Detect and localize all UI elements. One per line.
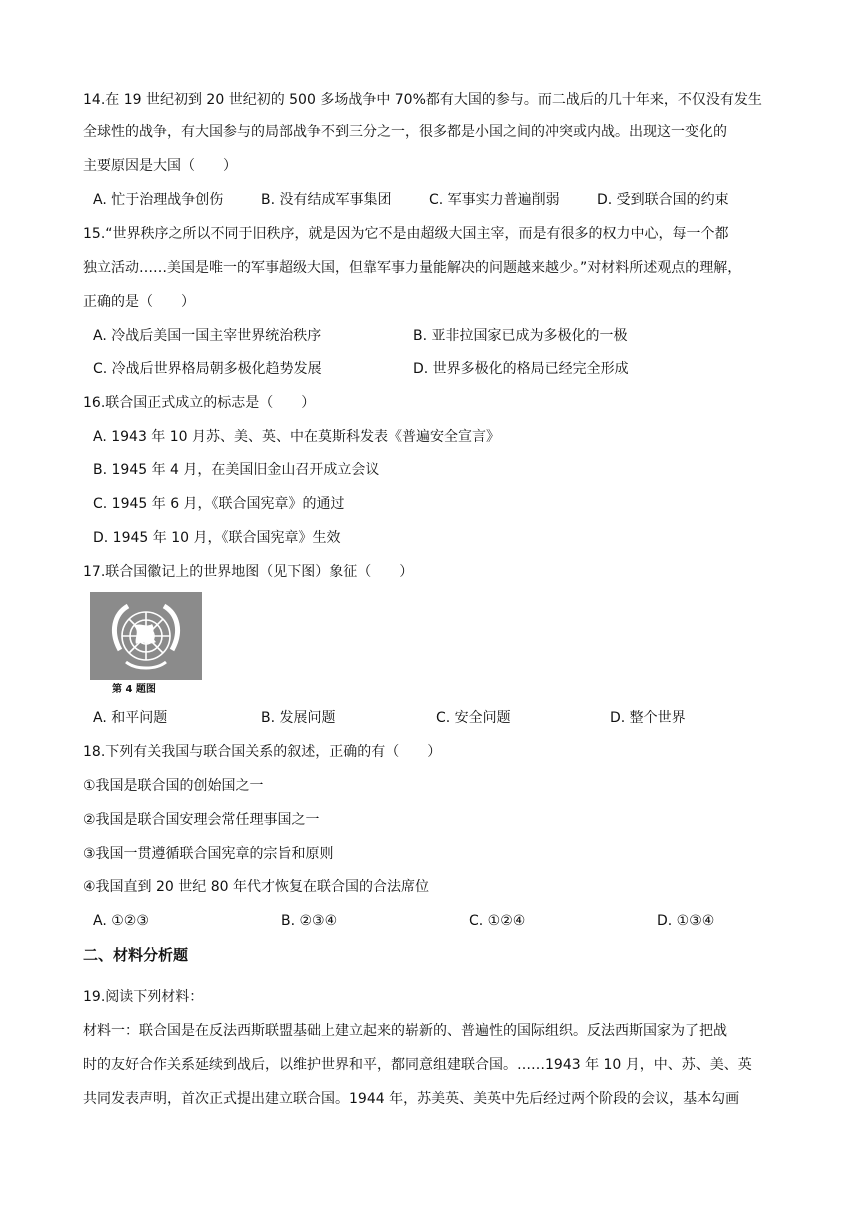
q17-option-d: D. 整个世界 <box>610 710 686 726</box>
q18-option-c: C. ①②④ <box>469 913 526 929</box>
q16-option-a: A. 1943 年 10 月苏、美、英、中在莫斯科发表《普遍安全宣言》 <box>93 429 501 445</box>
q14-option-a: A. 忙于治理战争创伤 <box>93 192 224 208</box>
q15-options-row2 <box>93 359 773 379</box>
q18-statement-1: ①我国是联合国的创始国之一 <box>83 778 264 794</box>
q16-option-b: B. 1945 年 4 月，在美国旧金山召开成立会议 <box>93 462 380 478</box>
q14-option-b: B. 没有结成军事集团 <box>261 192 392 208</box>
q19-material-line1: 材料一：联合国是在反法西斯联盟基础上建立起来的崭新的、普遍性的国际组织。反法西斯国家为了把战 <box>83 1023 727 1039</box>
q15-stem-line2: 独立活动……美国是唯一的军事超级大国，但靠军事力量能解决的问题越来越少。”对材料所述观点的理解， <box>83 260 742 276</box>
q18-option-a: A. ①②③ <box>93 913 149 929</box>
q15-stem-line1: 15.“世界秩序之所以不同于旧秩序，就是因为它不是由超级大国主宰，而是有很多的权力中心，每一个都 <box>83 226 729 242</box>
q18-statement-4: ④我国直到 20 世纪 80 年代才恢复在联合国的合法席位 <box>83 879 429 895</box>
q16-option-c: C. 1945 年 6 月，《联合国宪章》的通过 <box>93 496 345 512</box>
section-heading: 二、材料分析题 <box>83 946 189 964</box>
q14-options <box>93 190 773 210</box>
un-emblem-figure <box>90 592 202 704</box>
q15-option-a: A. 冷战后美国一国主宰世界统治秩序 <box>93 328 322 344</box>
q15-option-b: B. 亚非拉国家已成为多极化的一极 <box>413 328 628 344</box>
q18-statement-2: ②我国是联合国安理会常任理事国之一 <box>83 812 320 828</box>
q14-stem-line2: 全球性的战争，有大国参与的局部战争不到三分之一，很多都是小国之间的冲突或内战。出现这一变化的 <box>83 124 727 140</box>
q14-option-d: D. 受到联合国的约束 <box>597 192 729 208</box>
un-emblem-icon <box>90 592 202 680</box>
q17-options <box>93 708 773 728</box>
q17-option-c: C. 安全问题 <box>436 710 511 726</box>
q18-stem: 18.下列有关我国与联合国关系的叙述，正确的有（ ） <box>83 744 442 760</box>
q16-stem: 16.联合国正式成立的标志是（ ） <box>83 395 316 411</box>
figure-caption: 第 4 题图 <box>112 684 156 695</box>
q19-material-line3: 共同发表声明，首次正式提出建立联合国。1944 年，苏美英、美英中先后经过两个阶段的会议，基本勾画 <box>83 1091 740 1107</box>
q15-option-c: C. 冷战后世界格局朝多极化趋势发展 <box>93 361 322 377</box>
q16-option-d: D. 1945 年 10 月，《联合国宪章》生效 <box>93 530 341 546</box>
q15-option-d: D. 世界多极化的格局已经完全形成 <box>413 361 629 377</box>
q14-stem-line3: 主要原因是大国（ ） <box>83 158 237 174</box>
q17-option-b: B. 发展问题 <box>261 710 336 726</box>
q15-stem-line3: 正确的是（ ） <box>83 294 195 310</box>
q17-option-a: A. 和平问题 <box>93 710 168 726</box>
q14-stem-line1: 14.在 19 世纪初到 20 世纪初的 500 多场战争中 70%都有大国的参与。而二战后的几十年来，不仅没有发生 <box>83 92 762 108</box>
q14-option-c: C. 军事实力普遍削弱 <box>429 192 560 208</box>
q18-options <box>93 911 773 931</box>
q19-stem: 19.阅读下列材料： <box>83 989 204 1005</box>
q17-stem: 17.联合国徽记上的世界地图（见下图）象征（ ） <box>83 564 414 580</box>
q18-option-d: D. ①③④ <box>657 913 715 929</box>
q19-material-line2: 时的友好合作关系延续到战后，以维护世界和平，都同意组建联合国。……1943 年 10 月，中、苏、美、英 <box>83 1057 752 1073</box>
un-emblem-image <box>90 592 202 680</box>
q18-option-b: B. ②③④ <box>281 913 338 929</box>
q15-options-row1 <box>93 326 773 346</box>
q18-statement-3: ③我国一贯遵循联合国宪章的宗旨和原则 <box>83 846 334 862</box>
